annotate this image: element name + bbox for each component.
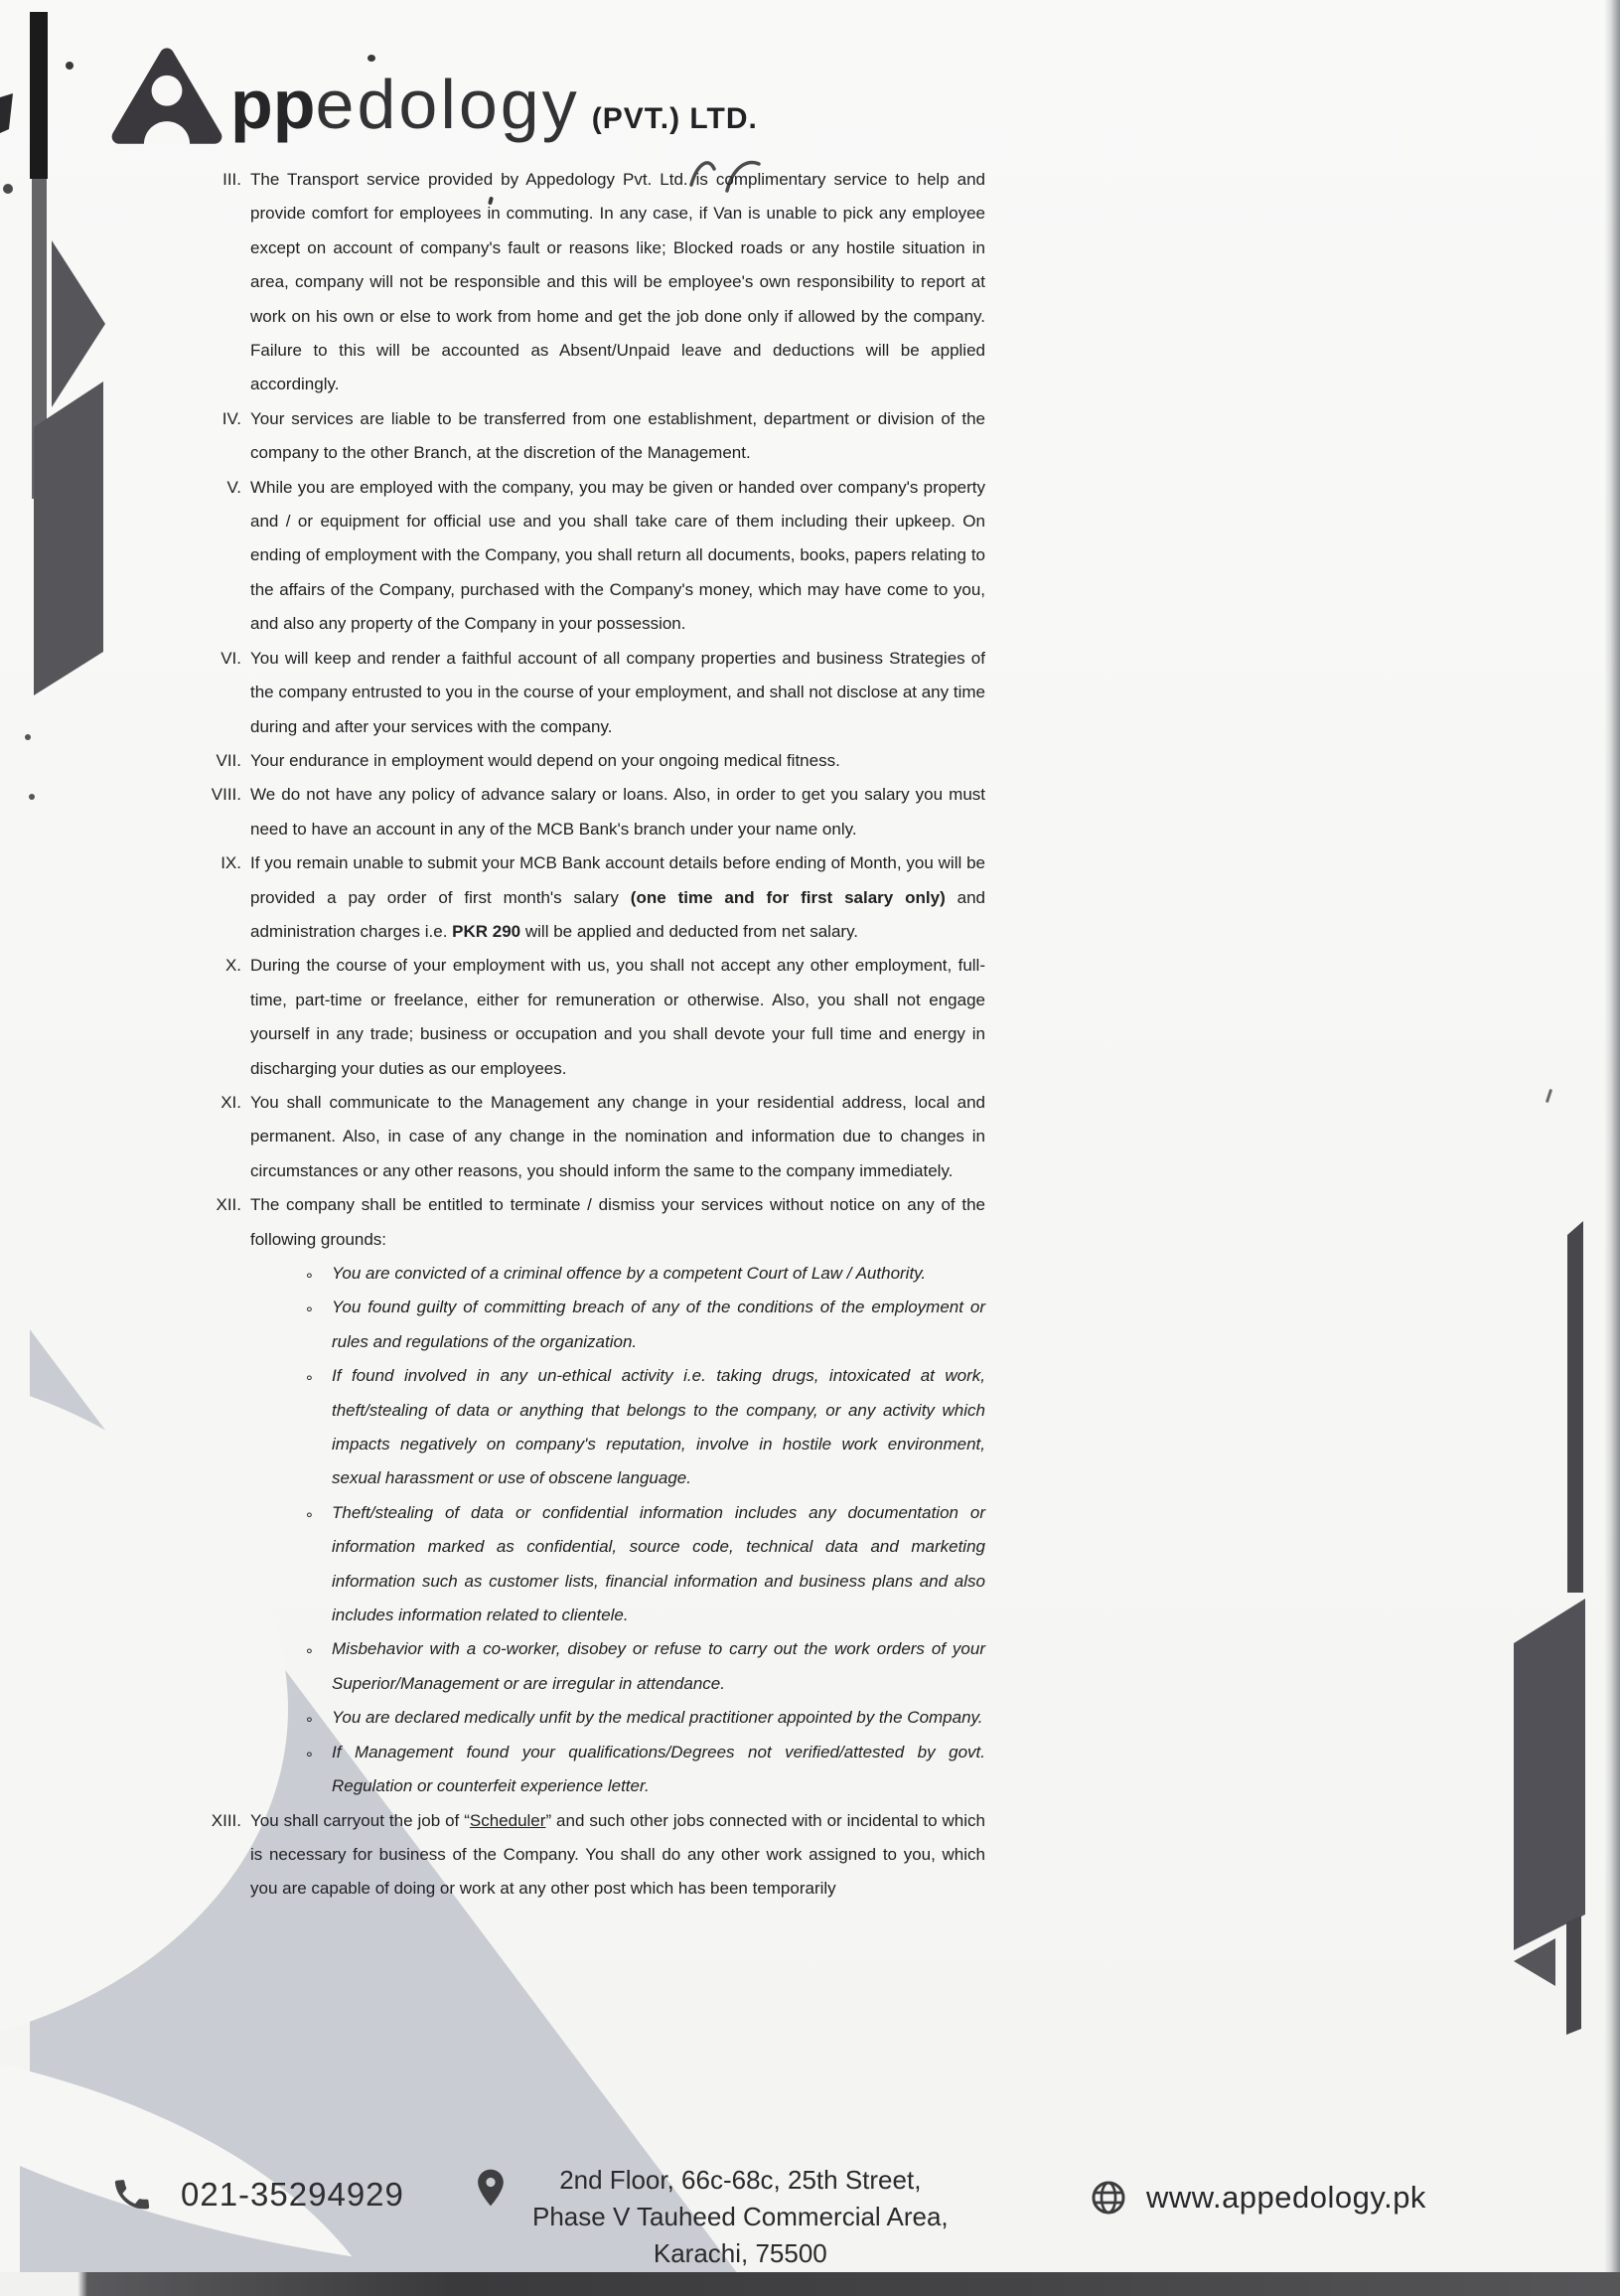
clause-text: The company shall be entitled to terminate / dismiss your services without notice on any of the following grounds: (250, 1195, 985, 1249)
clause-item (216, 744, 985, 778)
logo-wordmark-bold: pp (230, 66, 316, 143)
bullet-marker-icon: ° (306, 1508, 313, 1528)
clause-item (221, 1086, 985, 1188)
bullet-text: Theft/stealing of data or confidential information includes any documentation or information marked as confidential, source code, technical data and marketing information such as customer lists, financial information and business plans and also includes information related to clientele. (332, 1502, 985, 1625)
clause-text: You shall carryout the job of “Scheduler” and such other jobs connected with or incidental to which is necessary for business of the Company. You shall do any other work assigned to you, which you are capable of doing or work at any other post which has been temporarily (250, 1810, 985, 1899)
footer-address (469, 2162, 949, 2272)
footer-address-line1: 2nd Floor, 66c-68c, 25th Street, (559, 2165, 922, 2195)
logo-wordmark (230, 66, 758, 149)
clause-item (211, 1804, 985, 1907)
clause-item (216, 1188, 985, 1257)
footer-website (1089, 2178, 1426, 2218)
bullet-item (306, 1632, 985, 1701)
footer-address-line3: Karachi, 75500 (653, 2238, 827, 2268)
page-bottom-scan-bar (0, 2272, 1620, 2296)
bullet-item (306, 1736, 985, 1804)
clause-text: Your endurance in employment would depend on your ongoing medical fitness. (250, 750, 840, 770)
clause-text: You will keep and render a faithful account of all company properties and business Strategies of the company entrusted to you in the course of your employment, and shall not disclose at any time during and after your services with the company. (250, 648, 985, 736)
clause-text: We do not have any policy of advance salary or loans. Also, in order to get you salary you must need to have an account in any of the MCB Bank's branch under your name only. (250, 785, 985, 839)
clause-number: VI. (221, 648, 241, 668)
page-edge-shadow (1604, 0, 1620, 2296)
footer-phone (111, 2174, 404, 2216)
clause-item (221, 846, 986, 949)
bullet-marker-icon: ° (306, 1645, 313, 1665)
clause-number: XI. (221, 1092, 241, 1112)
clause-text: The Transport service provided by Appedology Pvt. Ltd. is complimentary service to help and provide comfort for employees in commuting. In any case, if Van is unable to pick any employee except on account of company's fault or reasons like; Blocked roads or any hostile situation in area, company will not be responsible and this will be employee's own responsibility to report at work on his own or else to work from home and get the job done only if allowed by the company. Failure to this will be accounted as Absent/Unpaid leave and deductions will be applied accordingly. (250, 170, 985, 394)
clause-number: V. (226, 477, 241, 497)
bullet-marker-icon: ° (306, 1270, 313, 1289)
footer-phone-number: 021-35294929 (181, 2176, 404, 2213)
clause-number: IX. (221, 853, 241, 873)
footer-website-url: www.appedology.pk (1146, 2180, 1426, 2215)
clause-number: VIII. (211, 785, 241, 805)
logo-suffix: (PVT.) LTD. (591, 102, 758, 135)
bullet-item (306, 1701, 985, 1735)
clause-item (221, 402, 985, 471)
clause-text: During the course of your employment with us, you shall not accept any other employment, full-time, part-time or freelance, either for remuneration or otherwise. Also, you shall not engage yourself in any trade; business or occupation and you shall devote your full time and energy in discharging your duties as our employees. (250, 956, 985, 1078)
phone-icon (109, 2172, 155, 2218)
bullet-text: You are convicted of a criminal offence by a competent Court of Law / Authority. (332, 1264, 927, 1283)
clause-number: XIII. (211, 1810, 241, 1830)
footer-address-line2: Phase V Tauheed Commercial Area, (532, 2202, 949, 2231)
clause-item (224, 949, 985, 1086)
company-logo (109, 46, 758, 149)
contract-clauses (211, 163, 986, 1907)
clause-item (226, 471, 985, 642)
clause-text: If you remain unable to submit your MCB Bank account details before ending of Month, you will be provided a pay order of first month's salary (one time and for first salary only) and administration charges i.e. PKR 290 will be applied and deducted from net salary. (250, 853, 986, 941)
bullet-text: If Management found your qualifications/Degrees not verified/attested by govt. Regulation or counterfeit experience letter. (332, 1742, 985, 1796)
bullet-item (306, 1359, 985, 1496)
bullet-text: You are declared medically unfit by the medical practitioner appointed by the Company. (332, 1708, 983, 1728)
bullet-item (306, 1257, 985, 1291)
letterhead-right-decoration (1495, 1212, 1604, 2047)
clause-text: Your services are liable to be transferred from one establishment, department or division of the company to the other Branch, at the discretion of the Management. (250, 408, 985, 463)
clause-number: VII. (216, 750, 241, 770)
bullet-marker-icon: ° (306, 1372, 313, 1392)
scan-speck (1546, 1089, 1552, 1103)
logo-wordmark-light: edology (315, 66, 580, 143)
clause-item (211, 778, 985, 846)
clause-text: You shall communicate to the Management any change in your residential address, local and permanent. Also, in case of any change in the nomination and information due to changes in circumstances or any other reasons, you should inform the same to the company immediately. (250, 1092, 985, 1180)
location-pin-icon (469, 2162, 513, 2214)
bullet-text: Misbehavior with a co-worker, disobey or refuse to carry out the work orders of your Superior/Management or are irregular in attendance. (332, 1639, 985, 1693)
appedology-a-icon (109, 46, 224, 149)
bullet-item (306, 1496, 985, 1633)
bullet-text: You found guilty of committing breach of any of the conditions of the employment or rules and regulations of the organization. (332, 1298, 985, 1351)
clause-number: IV. (221, 408, 241, 428)
bullet-marker-icon: ° (306, 1303, 313, 1323)
clause-bullet-list (306, 1257, 985, 1804)
clause-item (221, 642, 985, 744)
clause-number: III. (222, 170, 241, 189)
clause-number: XII. (216, 1195, 241, 1215)
clause-item (222, 163, 985, 402)
bullet-item (306, 1291, 985, 1359)
globe-icon (1089, 2178, 1128, 2218)
bullet-marker-icon: ° (306, 1714, 313, 1734)
bullet-marker-icon: ° (306, 1748, 313, 1767)
bullet-text: If found involved in any un-ethical activity i.e. taking drugs, intoxicated at work, theft/stealing of data or anything that belongs to the company, or any activity which impacts negatively on company's reputation, involve in hostile work environment, sexual harassment or use of obscene language. (332, 1366, 985, 1488)
footer-address-lines (532, 2162, 949, 2272)
clause-number: X. (224, 956, 241, 976)
clause-text: While you are employed with the company, you may be given or handed over company's property and / or equipment for official use and you shall take care of them including their upkeep. On ending of employment with the Company, you shall return all documents, books, papers relating to the affairs of the Company, purchased with the Company's money, which may have come to you, and also any property of the Company in your possession. (250, 477, 985, 634)
